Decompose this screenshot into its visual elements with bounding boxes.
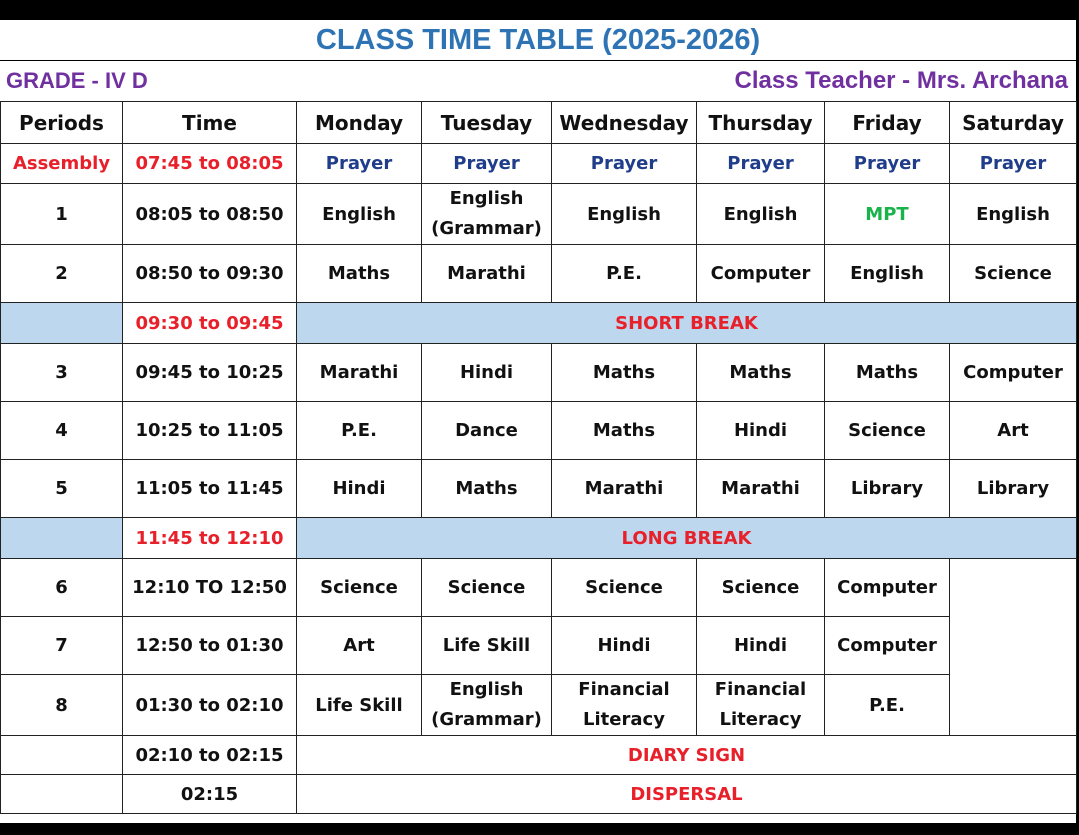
period-cell: 5 (1, 460, 123, 518)
subject-cell: Computer (950, 344, 1077, 402)
time-cell: 02:15 (123, 775, 297, 814)
subject-cell: English (697, 184, 825, 245)
subject-cell: Marathi (297, 344, 422, 402)
subject-cell: Dance (422, 402, 552, 460)
time-cell: 02:10 to 02:15 (123, 736, 297, 775)
subject-cell (422, 184, 552, 245)
subject-cell: English (552, 184, 697, 245)
period-cell (1, 303, 123, 344)
header-monday: Monday (297, 102, 422, 144)
header-wednesday: Wednesday (552, 102, 697, 144)
subject-cell: Marathi (552, 460, 697, 518)
page-title: CLASS TIME TABLE (2025-2026) (0, 20, 1076, 61)
long-break-label: LONG BREAK (297, 518, 1077, 559)
diary-sign-row (1, 736, 1077, 775)
period-cell (1, 518, 123, 559)
subject-cell: English (825, 245, 950, 303)
period-row-4 (1, 402, 1077, 460)
subject-cell: Science (825, 402, 950, 460)
subject-cell (697, 675, 825, 736)
subject-cell: Marathi (697, 460, 825, 518)
subject-cell: Life Skill (297, 675, 422, 736)
period-row-5 (1, 460, 1077, 518)
subject-cell: MPT (825, 184, 950, 245)
subject-cell: Marathi (422, 245, 552, 303)
header-friday: Friday (825, 102, 950, 144)
saturday-empty-cell (950, 559, 1077, 736)
subject-cell: Computer (825, 617, 950, 675)
time-cell: 01:30 to 02:10 (123, 675, 297, 736)
subject-line: Financial (714, 679, 807, 700)
dispersal-label: DISPERSAL (297, 775, 1077, 814)
time-cell: 08:50 to 09:30 (123, 245, 297, 303)
period-cell: 7 (1, 617, 123, 675)
subject-cell: Hindi (422, 344, 552, 402)
period-cell: Assembly (1, 144, 123, 184)
subject-cell: English (297, 184, 422, 245)
time-cell: 09:30 to 09:45 (123, 303, 297, 344)
dispersal-row (1, 775, 1077, 814)
subject-cell: Life Skill (422, 617, 552, 675)
period-cell: 4 (1, 402, 123, 460)
subject-line: (Grammar) (431, 709, 542, 730)
subject-cell: Science (422, 559, 552, 617)
subject-cell: Hindi (552, 617, 697, 675)
subject-line: Financial (578, 679, 670, 700)
period-cell (1, 775, 123, 814)
subject-cell: Science (552, 559, 697, 617)
subject-cell (552, 675, 697, 736)
subject-cell: Library (950, 460, 1077, 518)
timetable (0, 101, 1077, 814)
time-cell: 12:10 TO 12:50 (123, 559, 297, 617)
period-cell: 1 (1, 184, 123, 245)
subject-cell (422, 675, 552, 736)
class-teacher-label: Class Teacher - Mrs. Archana (734, 67, 1068, 94)
subject-line: Literacy (719, 709, 802, 730)
subject-cell: Prayer (297, 144, 422, 184)
subject-cell: Maths (422, 460, 552, 518)
subject-line: English (449, 188, 524, 209)
subject-cell: Maths (297, 245, 422, 303)
subject-cell: P.E. (552, 245, 697, 303)
subject-cell: Computer (697, 245, 825, 303)
subject-cell: Science (297, 559, 422, 617)
subject-cell: Art (950, 402, 1077, 460)
subject-cell: Computer (825, 559, 950, 617)
time-cell: 11:05 to 11:45 (123, 460, 297, 518)
subject-cell: Library (825, 460, 950, 518)
subject-cell: Prayer (825, 144, 950, 184)
subject-cell: P.E. (297, 402, 422, 460)
subject-cell: Prayer (552, 144, 697, 184)
time-cell: 08:05 to 08:50 (123, 184, 297, 245)
time-cell: 09:45 to 10:25 (123, 344, 297, 402)
period-cell: 6 (1, 559, 123, 617)
subject-cell: Science (697, 559, 825, 617)
header-periods: Periods (1, 102, 123, 144)
time-cell: 10:25 to 11:05 (123, 402, 297, 460)
header-time: Time (123, 102, 297, 144)
subject-cell: P.E. (825, 675, 950, 736)
period-cell: 3 (1, 344, 123, 402)
period-cell: 2 (1, 245, 123, 303)
period-row-1 (1, 184, 1077, 245)
subject-cell: Maths (825, 344, 950, 402)
subject-cell: Maths (697, 344, 825, 402)
period-row-3 (1, 344, 1077, 402)
subject-line: English (449, 679, 524, 700)
period-row-7 (1, 617, 1077, 675)
diary-sign-label: DIARY SIGN (297, 736, 1077, 775)
period-row-6 (1, 559, 1077, 617)
header-row (1, 102, 1077, 144)
subject-cell: Art (297, 617, 422, 675)
time-cell: 07:45 to 08:05 (123, 144, 297, 184)
subject-cell: English (950, 184, 1077, 245)
subject-cell: Hindi (697, 617, 825, 675)
header-tuesday: Tuesday (422, 102, 552, 144)
time-cell: 12:50 to 01:30 (123, 617, 297, 675)
subject-cell: Maths (552, 402, 697, 460)
subject-line: Literacy (583, 709, 665, 730)
header-saturday: Saturday (950, 102, 1077, 144)
subject-cell: Prayer (697, 144, 825, 184)
timetable-sheet (0, 20, 1076, 823)
subject-cell: Hindi (297, 460, 422, 518)
period-row-2 (1, 245, 1077, 303)
subject-cell: Prayer (422, 144, 552, 184)
short-break-label: SHORT BREAK (297, 303, 1077, 344)
short-break-row (1, 303, 1077, 344)
header-thursday: Thursday (697, 102, 825, 144)
period-cell (1, 736, 123, 775)
assembly-row (1, 144, 1077, 184)
grade-label: GRADE - IV D (6, 68, 148, 93)
long-break-row (1, 518, 1077, 559)
subject-line: (Grammar) (431, 218, 542, 239)
subject-cell: Prayer (950, 144, 1077, 184)
subject-cell: Maths (552, 344, 697, 402)
subject-cell: Science (950, 245, 1077, 303)
period-cell: 8 (1, 675, 123, 736)
time-cell: 11:45 to 12:10 (123, 518, 297, 559)
period-row-8 (1, 675, 1077, 736)
subject-cell: Hindi (697, 402, 825, 460)
